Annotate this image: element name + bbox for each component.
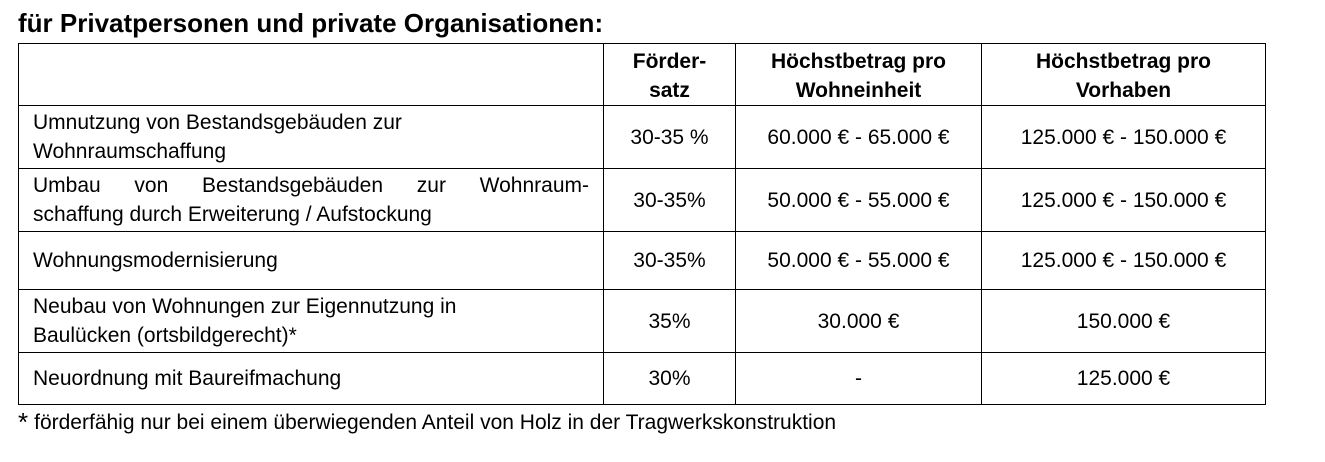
cell-max-per-unit: 60.000 € - 65.000 € (736, 106, 982, 169)
cell-rate: 30-35 % (604, 106, 736, 169)
cell-description: Umnutzung von Bestandsgebäuden zur Wohnraumschaffung (19, 106, 604, 169)
table-row (19, 290, 1266, 353)
cell-rate: 30-35% (604, 169, 736, 232)
cell-description: Umbau von Bestandsgebäuden zur Wohnraum- schaffung durch Erweiterung / Aufstockung (19, 169, 604, 232)
table-row (19, 106, 1266, 169)
footnote-marker: * (18, 407, 29, 437)
cell-rate: 30% (604, 353, 736, 405)
cell-max-per-project: 125.000 € - 150.000 € (982, 106, 1266, 169)
footnote (18, 403, 836, 442)
header-description (19, 44, 604, 106)
header-rate: Förder- satz (604, 44, 736, 106)
cell-max-per-unit: - (736, 353, 982, 405)
cell-rate: 35% (604, 290, 736, 353)
cell-max-per-unit: 30.000 € (736, 290, 982, 353)
cell-max-per-unit: 50.000 € - 55.000 € (736, 169, 982, 232)
section-heading: für Privatpersonen und private Organisationen: (18, 8, 604, 38)
cell-description: Neubau von Wohnungen zur Eigennutzung in Baulücken (ortsbildgerecht)* (19, 290, 604, 353)
cell-max-per-unit: 50.000 € - 55.000 € (736, 232, 982, 290)
cell-max-per-project: 125.000 € - 150.000 € (982, 232, 1266, 290)
cell-max-per-project: 150.000 € (982, 290, 1266, 353)
cell-description: Neuordnung mit Baureifmachung (19, 353, 604, 405)
cell-description: Wohnungsmodernisierung (19, 232, 604, 290)
table-row (19, 353, 1266, 405)
table-row (19, 169, 1266, 232)
funding-table (18, 43, 1266, 405)
cell-max-per-project: 125.000 € (982, 353, 1266, 405)
header-max-per-unit: Höchstbetrag pro Wohneinheit (736, 44, 982, 106)
table-row (19, 232, 1266, 290)
header-max-per-project: Höchstbetrag pro Vorhaben (982, 44, 1266, 106)
table-header-row (19, 44, 1266, 106)
footnote-text: förderfähig nur bei einem überwiegenden Anteil von Holz in der Tragwerkskonstruktion (34, 411, 837, 434)
cell-max-per-project: 125.000 € - 150.000 € (982, 169, 1266, 232)
cell-rate: 30-35% (604, 232, 736, 290)
